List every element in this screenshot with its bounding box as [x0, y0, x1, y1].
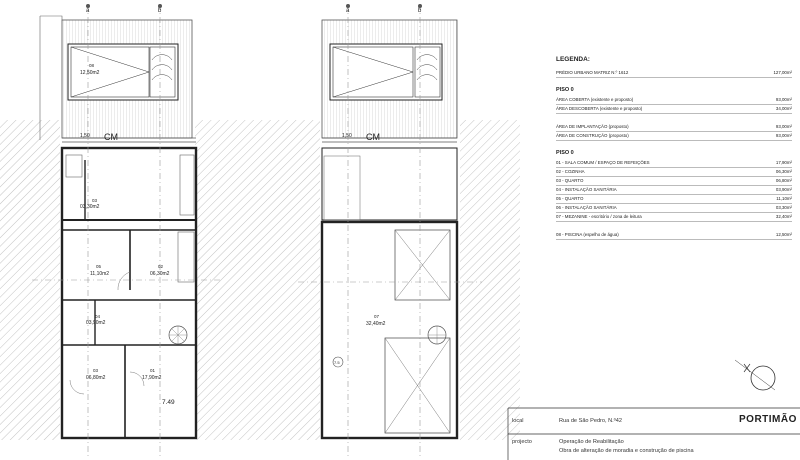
legend-row: [556, 132, 792, 141]
room-number: 05: [96, 264, 102, 269]
room-area: 03,90m2: [86, 320, 106, 326]
room-area: 11,10m2: [90, 271, 110, 277]
cut-label: a: [86, 8, 90, 14]
legend-row-label: 04 - INSTALAÇÃO SANITÁRIA: [556, 187, 617, 192]
room-number: 03: [93, 368, 99, 373]
title-block-local-label: local: [512, 418, 524, 424]
legend-row: [556, 195, 792, 204]
legend-title: LEGENDA:: [556, 56, 590, 63]
legend-row-value: 03,30m²: [775, 205, 792, 210]
room-area: 17,90m2: [142, 375, 162, 381]
pool-right: [330, 44, 442, 100]
dimension-label: 1,50: [342, 133, 352, 139]
room-number: 07: [374, 314, 380, 319]
cut-label: b: [158, 8, 162, 14]
legend-row: [556, 123, 792, 132]
legend-row-value: 06,80m²: [775, 178, 792, 183]
pool-number: 08: [89, 63, 95, 68]
legend-row-label: 06 - INSTALAÇÃO SANITÁRIA: [556, 205, 617, 210]
legend-row-label: 03 - QUARTO: [556, 178, 584, 183]
title-block-projecto-line2: Obra de alteração de moradia e construção de piscina: [559, 448, 694, 454]
title-block-projecto-label: projecto: [512, 439, 532, 445]
legend-row: [556, 159, 792, 168]
room-area: 32,40m2: [366, 321, 386, 327]
room-number: 01: [150, 368, 156, 373]
cut-label: a: [346, 8, 350, 14]
house-walls: [62, 148, 196, 438]
legend-section-title: PISO 0: [556, 87, 574, 93]
legend-row: [556, 96, 792, 105]
legend-row: [556, 177, 792, 186]
legend-row: [556, 204, 792, 213]
legend-row-value: 03,90m²: [775, 187, 792, 192]
legend-row-value: 127,00m²: [773, 70, 792, 75]
room-area: 03,30m2: [80, 204, 100, 210]
left-plan: [0, 4, 260, 458]
hatch-right-inner: [460, 120, 520, 440]
legend-row-label: 07 - MEZANINE - escritório / zona de leitura: [556, 214, 642, 219]
legend-row-value: 12,50m²: [775, 232, 792, 237]
legend-row-value: 93,00m²: [775, 97, 792, 102]
legend-row: [556, 168, 792, 177]
legend-row: [556, 231, 792, 240]
cut-label: b: [418, 8, 422, 14]
legend-row-label: PRÉDIO URBANO MATRIZ N.º 1612: [556, 70, 629, 75]
legend-row: [556, 69, 792, 78]
cm-label: CM: [104, 132, 118, 142]
legend-row-label: ÁREA COBERTA (existente e proposto): [556, 97, 634, 102]
title-block-city: PORTIMÃO: [739, 414, 797, 425]
legend-row-label: 08 - PISCINA (espelho de água): [556, 232, 619, 237]
legend-row-label: 05 - QUARTO: [556, 196, 584, 201]
legend-row-label: 01 - SALA COMUM / ESPAÇO DE REFEIÇÕES: [556, 160, 650, 165]
legend-row-value: 11,10m²: [776, 196, 792, 201]
legend-row-label: ÁREA DE IMPLANTAÇÃO (proposto): [556, 124, 629, 129]
room-number: 02: [158, 264, 164, 269]
legend-row-value: 17,90m²: [775, 160, 792, 165]
legend-row: [556, 105, 792, 114]
legend-row-label: ÁREA DE CONSTRUÇÃO (proposto): [556, 133, 629, 138]
legend-row: [556, 213, 792, 222]
north-arrow-icon: [735, 360, 775, 390]
legend-row-value: 93,00m²: [775, 124, 792, 129]
room-number: 04: [95, 314, 101, 319]
legend-panel: [556, 56, 792, 240]
room-area: 06,30m2: [150, 271, 170, 277]
legend-row: [556, 186, 792, 195]
mezzanine-walls: [322, 222, 457, 438]
room-area: 06,80m2: [86, 375, 106, 381]
cm-label: CM: [366, 132, 380, 142]
legend-row-label: ÁREA DESCOBERTA (existente e proposto): [556, 106, 643, 111]
pool-area: 12,50m2: [80, 70, 100, 76]
title-block-projecto-line1: Operação de Reabilitação: [559, 439, 624, 445]
right-plan: [260, 4, 520, 458]
legend-row-value: 34,00m²: [775, 106, 792, 111]
title-block-local-value: Rua de São Pedro, N.º42: [559, 418, 622, 424]
elevation-marker: 7.5: [334, 360, 340, 365]
legend-row-label: 02 - COZINHA: [556, 169, 585, 174]
level-marker: 7.49: [162, 399, 175, 406]
legend-row-value: 93,00m²: [775, 133, 792, 138]
hatch-right-outer: [260, 120, 320, 440]
room-number: 03: [92, 198, 98, 203]
legend-row-value: 06,30m²: [775, 169, 792, 174]
legend-section-title: PISO 0: [556, 150, 574, 156]
legend-row-value: 32,40m²: [775, 214, 792, 219]
dimension-label: 1,50: [80, 133, 90, 139]
